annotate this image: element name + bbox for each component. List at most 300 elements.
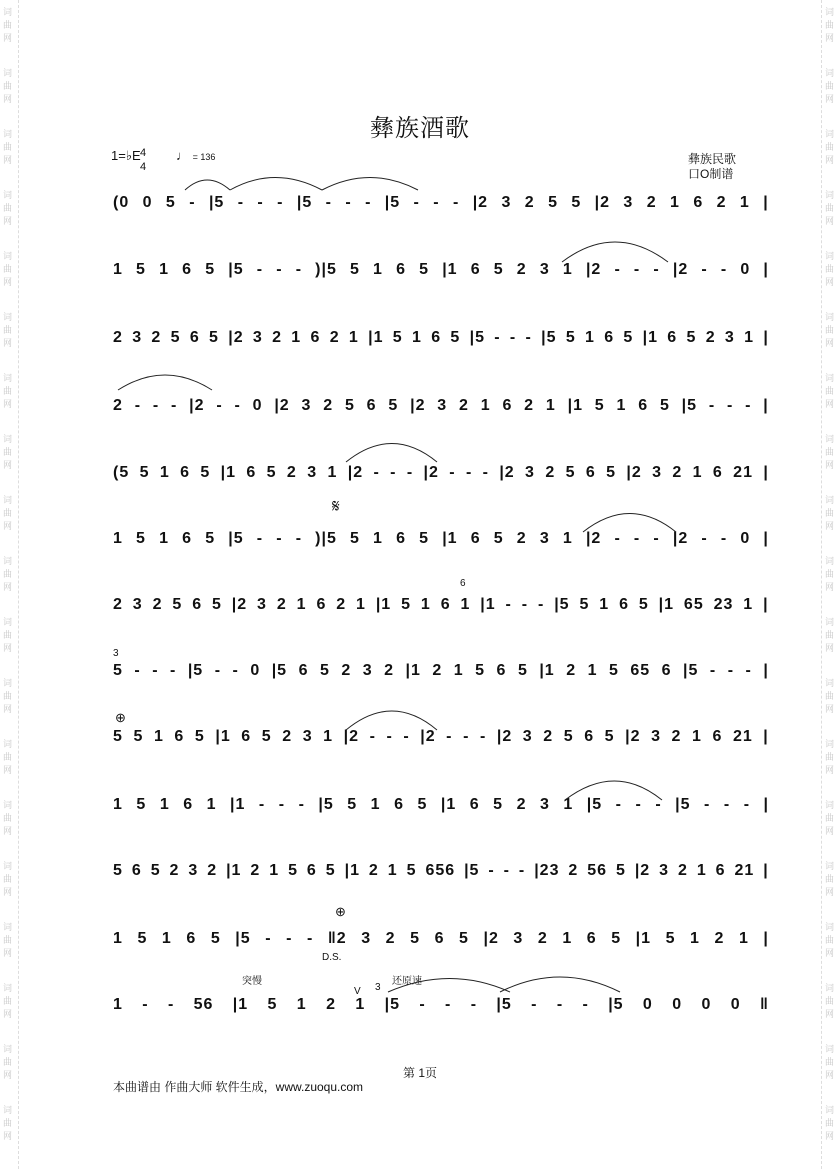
watermark-glyph: 曲: [3, 875, 13, 885]
note-token: 5: [344, 397, 355, 414]
staff-line: [113, 924, 769, 954]
note-token: -: [189, 194, 196, 211]
note-token: |2: [496, 728, 513, 745]
note-token: 6: [431, 329, 442, 346]
note-token: 1: [373, 261, 383, 278]
watermark-glyph: 网: [825, 583, 835, 593]
note-token: 3: [623, 194, 634, 211]
meter-top: 4: [140, 147, 147, 159]
note-token: |1: [405, 662, 421, 679]
note-token: 2: [671, 728, 682, 745]
watermark-glyph: 词: [825, 801, 835, 811]
note-token: |2: [499, 464, 515, 481]
note-token: 2: [326, 996, 336, 1013]
staff-notes: [113, 255, 769, 285]
note-token: |: [763, 194, 769, 211]
note-token: |5: [586, 796, 603, 813]
staff-notes: [113, 391, 769, 421]
note-token: 5: [150, 862, 161, 879]
note-token: 0: [740, 261, 751, 278]
note-token: -: [463, 728, 470, 745]
note-token: 1: [373, 530, 383, 547]
tempo-mark: [176, 148, 215, 163]
note-token: |1: [230, 796, 246, 813]
watermark-glyph: 曲: [825, 82, 835, 92]
note-token: 1: [670, 194, 680, 211]
note-token: -: [509, 329, 517, 346]
note-token: 6: [310, 329, 321, 346]
note-token: |5: [208, 194, 225, 211]
note-token: 5: [205, 530, 216, 547]
note-token: -: [413, 194, 420, 211]
watermark-glyph: 网: [3, 949, 13, 959]
note-token: -: [709, 662, 717, 679]
note-token: 6: [470, 530, 481, 547]
watermark-glyph: 曲: [825, 1119, 835, 1129]
note-token: -: [134, 662, 141, 679]
note-token: 5: [665, 930, 676, 947]
note-token: -: [365, 194, 372, 211]
watermark-glyph: 词: [3, 679, 13, 689]
note-token: 1: [692, 728, 702, 745]
note-token: 6: [306, 862, 317, 879]
watermark-glyph: 网: [3, 156, 13, 166]
watermark-glyph: 词: [3, 1106, 13, 1116]
note-token: 2: [537, 930, 548, 947]
note-token: |1: [442, 530, 458, 547]
note-token: 6: [470, 261, 481, 278]
note-token: 3: [522, 728, 533, 745]
note-token: 5: [548, 194, 558, 211]
note-token: -: [152, 662, 159, 679]
note-token: 6: [192, 596, 203, 613]
note-token: 56: [193, 996, 214, 1013]
note-token: |5: [681, 397, 698, 414]
watermark-glyph: 网: [825, 705, 835, 715]
note-token: 2: [432, 662, 443, 679]
note-token: |5: [683, 662, 699, 679]
watermark-glyph: 词: [825, 740, 835, 750]
watermark-glyph: 词: [825, 435, 835, 445]
note-token: -: [727, 662, 735, 679]
note-token: -: [614, 530, 621, 547]
watermark-glyph: 曲: [3, 1058, 13, 1068]
watermark-glyph: 曲: [825, 814, 835, 824]
quarter-note-icon: ♩: [176, 148, 189, 163]
note-token: 3: [301, 397, 312, 414]
left-watermark-strip: [0, 0, 19, 1169]
note-token: |2: [228, 329, 244, 346]
note-token: -: [701, 261, 708, 278]
note-token: -: [582, 996, 589, 1013]
segno-icon: 𝄋: [332, 496, 340, 516]
note-token: -: [142, 996, 149, 1013]
note-token: 3: [659, 862, 670, 879]
note-token: -: [525, 329, 532, 346]
note-token: |1: [375, 596, 392, 613]
note-token: 0: [642, 996, 653, 1013]
note-token: 5: [401, 596, 411, 613]
tempo-value: = 136: [192, 152, 216, 162]
staff-line: [113, 323, 769, 353]
note-token: 5: [686, 329, 697, 346]
note-token: -: [234, 397, 241, 414]
note-token: |1: [658, 596, 675, 613]
note-token: -: [479, 728, 487, 745]
note-token: |5: [296, 194, 313, 211]
note-token: 6: [585, 464, 596, 481]
staff-notes: [113, 990, 769, 1020]
a-tempo-mark: 还原速: [392, 976, 422, 987]
note-token: 1: [113, 796, 123, 813]
note-token: 6: [180, 464, 191, 481]
note-token: 6: [298, 662, 309, 679]
key-signature: 1=♭E: [111, 148, 141, 163]
note-token: |5: [554, 596, 570, 613]
note-token: -: [449, 464, 456, 481]
note-token: 5: [388, 397, 399, 414]
note-token: -: [306, 930, 314, 947]
note-token: 6: [396, 530, 406, 547]
note-token: 2: [336, 596, 347, 613]
note-token: 5: [133, 728, 144, 745]
note-token: 5: [608, 662, 619, 679]
note-token: -: [276, 261, 283, 278]
note-token: 1: [562, 261, 573, 278]
note-token: 0: [730, 996, 741, 1013]
note-token: 2: [646, 194, 657, 211]
note-token: 5: [419, 261, 430, 278]
note-token: 1: [743, 596, 754, 613]
note-token: -: [298, 796, 305, 813]
note-token: 2: [516, 530, 527, 547]
note-token: 1: [585, 329, 595, 346]
note-token: 6: [712, 728, 723, 745]
note-token: 2: [272, 329, 282, 346]
note-token: 5: [288, 862, 298, 879]
note-token: -: [503, 862, 510, 879]
note-token: 1: [599, 596, 610, 613]
note-token: 2: [459, 397, 469, 414]
watermark-glyph: 网: [825, 522, 835, 532]
note-token: -: [465, 464, 473, 481]
note-token: |2: [472, 194, 489, 211]
note-token: 1: [562, 930, 573, 947]
note-token: 2: [151, 329, 162, 346]
note-token: 3: [539, 530, 550, 547]
note-token: |1: [220, 464, 237, 481]
note-token: 2: [677, 862, 688, 879]
watermark-glyph: 曲: [825, 936, 835, 946]
watermark-glyph: 词: [3, 435, 13, 445]
note-token: |: [763, 464, 769, 481]
note-token: 3: [252, 329, 263, 346]
note-token: |2: [189, 397, 205, 414]
note-token: 1: [692, 464, 703, 481]
watermark-glyph: 曲: [825, 875, 835, 885]
note-token: 2: [207, 862, 218, 879]
song-title: 彝族酒歌: [370, 114, 470, 142]
watermark-glyph: 词: [825, 862, 835, 872]
note-token: -: [216, 397, 223, 414]
staff-line: [113, 722, 769, 752]
note-token: 3: [724, 329, 735, 346]
note-token: 5: [493, 261, 504, 278]
watermark-glyph: 曲: [825, 509, 835, 519]
note-token: 2: [714, 930, 725, 947]
watermark-glyph: 曲: [825, 21, 835, 31]
note-token: 6: [661, 662, 672, 679]
note-token: 2: [323, 397, 334, 414]
note-token: )|5: [315, 261, 337, 278]
note-token: -: [214, 662, 222, 679]
note-token: 2: [276, 596, 287, 613]
note-token: 21: [734, 862, 755, 879]
note-token: 0: [142, 194, 153, 211]
watermark-glyph: 词: [825, 984, 835, 994]
watermark-glyph: 词: [825, 1045, 835, 1055]
note-token: -: [276, 530, 283, 547]
watermark-glyph: 网: [825, 949, 835, 959]
ritardando-mark: 突慢: [242, 976, 262, 987]
note-token: 1: [113, 930, 123, 947]
watermark-glyph: 曲: [825, 631, 835, 641]
note-token: |1: [567, 397, 583, 414]
watermark-glyph: 词: [3, 313, 13, 323]
note-token: 3: [188, 862, 199, 879]
watermark-glyph: 词: [3, 191, 13, 201]
staff-notes: [113, 323, 769, 353]
note-token: 5: [406, 862, 417, 879]
note-token: 2: [329, 329, 340, 346]
watermark-glyph: 网: [3, 583, 13, 593]
note-token: -: [720, 530, 728, 547]
note-token: |: [763, 596, 769, 613]
note-token: 5: [200, 464, 211, 481]
note-token: -: [232, 662, 239, 679]
watermark-glyph: 网: [3, 827, 13, 837]
note-token: 1: [387, 862, 398, 879]
note-token: |: [763, 329, 769, 346]
ds-mark: D.S.: [322, 952, 342, 963]
note-token: |2: [343, 728, 359, 745]
note-token: -: [615, 796, 622, 813]
note-token: 6: [131, 862, 142, 879]
note-token: |2: [483, 930, 499, 947]
note-token: 5: [267, 996, 278, 1013]
watermark-glyph: 网: [825, 461, 835, 471]
note-token: 1: [453, 662, 464, 679]
note-token: -: [743, 796, 751, 813]
note-token: 5: [137, 930, 148, 947]
note-token: -: [256, 530, 264, 547]
arranger-label: 口O制谱: [688, 167, 734, 181]
note-token: 6: [316, 596, 327, 613]
watermark-glyph: 网: [3, 34, 13, 44]
note-token: 5: [571, 194, 582, 211]
note-token: -: [403, 728, 410, 745]
note-token: -: [295, 261, 303, 278]
note-token: |5: [228, 261, 244, 278]
note-token: 2: [250, 862, 261, 879]
note-token: 6: [667, 329, 678, 346]
slur: [118, 375, 212, 390]
note-token: 0: [252, 397, 263, 414]
watermark-glyph: 曲: [825, 143, 835, 153]
note-token: 1: [159, 530, 169, 547]
note-token: -: [386, 728, 393, 745]
note-token: 3: [307, 464, 318, 481]
staff-notes: [113, 924, 769, 954]
watermark-glyph: 词: [825, 618, 835, 628]
note-token: |5: [464, 862, 480, 879]
staff-notes: [113, 790, 769, 820]
note-token: 5: [475, 662, 486, 679]
genre-label: 彝族民歌: [688, 152, 737, 166]
staff-notes: [113, 590, 769, 620]
staff-notes: [113, 656, 769, 686]
watermark-glyph: 词: [3, 618, 13, 628]
note-token: 5: [410, 930, 421, 947]
note-token: 5: [170, 329, 181, 346]
staff-line: [113, 856, 769, 886]
note-token: 5: [623, 329, 634, 346]
note-token: 1: [113, 996, 123, 1013]
note-token: 2: [672, 464, 683, 481]
note-token: |: [763, 930, 769, 947]
staff-line: [113, 255, 769, 285]
note-token: 6: [241, 728, 252, 745]
staff-line: [113, 391, 769, 421]
note-token: |5: [228, 530, 244, 547]
watermark-glyph: 曲: [825, 326, 835, 336]
staff-notes: [113, 856, 769, 886]
note-token: 3: [651, 728, 661, 745]
note-token: -: [406, 464, 414, 481]
note-token: 2: [545, 464, 556, 481]
note-token: -: [278, 796, 286, 813]
note-token: 2: [524, 194, 535, 211]
watermark-glyph: 曲: [3, 448, 13, 458]
note-token: -: [635, 796, 642, 813]
note-token: 3: [437, 397, 448, 414]
watermark-glyph: 曲: [825, 753, 835, 763]
watermark-glyph: 曲: [3, 692, 13, 702]
note-token: -: [745, 662, 752, 679]
watermark-glyph: 网: [3, 888, 13, 898]
note-token: 5: [659, 397, 670, 414]
note-token: 3: [257, 596, 267, 613]
note-token: |2: [274, 397, 290, 414]
watermark-glyph: 曲: [825, 265, 835, 275]
staff-line: [113, 790, 769, 820]
note-token: |23: [534, 862, 560, 879]
watermark-glyph: 词: [825, 8, 835, 18]
watermark-glyph: 词: [825, 374, 835, 384]
note-token: -: [171, 397, 178, 414]
note-token: 1: [420, 596, 431, 613]
note-token: 0: [672, 996, 683, 1013]
note-token: -: [556, 996, 564, 1013]
note-token: 5: [319, 662, 330, 679]
note-token: 23: [713, 596, 734, 613]
note-token: 5: [350, 261, 360, 278]
note-token: 65: [630, 662, 651, 679]
note-token: -: [745, 397, 752, 414]
watermark-glyph: 词: [3, 862, 13, 872]
note-token: -: [723, 796, 731, 813]
note-token: 5: [165, 194, 176, 211]
watermark-glyph: 词: [3, 69, 13, 79]
watermark-glyph: 曲: [3, 509, 13, 519]
watermark-glyph: 网: [3, 217, 13, 227]
note-token: |5: [384, 996, 400, 1013]
watermark-glyph: 词: [825, 1106, 835, 1116]
note-token: |5: [469, 329, 485, 346]
note-token: 2: [568, 862, 579, 879]
note-token: 2: [169, 862, 180, 879]
note-token: 6: [715, 862, 726, 879]
note-token: |1: [480, 596, 496, 613]
note-token: |5: [235, 930, 251, 947]
note-token: -: [369, 728, 376, 745]
note-token: 5: [113, 862, 123, 879]
note-token: 3: [302, 728, 313, 745]
staff-line: [113, 990, 769, 1020]
note-token: -: [727, 397, 734, 414]
note-token: 1: [356, 596, 366, 613]
breath-mark: V: [354, 986, 361, 997]
note-token: |5: [271, 662, 288, 679]
note-token: 21: [732, 728, 753, 745]
note-token: 1: [587, 662, 598, 679]
note-token: -: [419, 996, 426, 1013]
note-token: 3: [361, 930, 372, 947]
note-token: |2: [625, 728, 641, 745]
watermark-glyph: 曲: [3, 387, 13, 397]
watermark-glyph: 网: [3, 95, 13, 105]
note-token: |5: [608, 996, 624, 1013]
watermark-glyph: 网: [825, 339, 835, 349]
watermark-glyph: 词: [825, 191, 835, 201]
note-token: -: [265, 930, 272, 947]
watermark-glyph: 网: [3, 1010, 13, 1020]
note-token: -: [521, 596, 529, 613]
watermark-glyph: 网: [825, 1071, 835, 1081]
note-token: |2: [347, 464, 364, 481]
watermark-glyph: 曲: [3, 631, 13, 641]
note-token: 2: [516, 796, 527, 813]
watermark-glyph: 曲: [3, 753, 13, 763]
note-token: 5: [459, 930, 469, 947]
note-token: 5: [172, 596, 183, 613]
note-token: -: [482, 464, 489, 481]
note-token: 6: [586, 930, 597, 947]
note-token: 1: [616, 397, 627, 414]
watermark-glyph: 曲: [825, 692, 835, 702]
note-token: -: [237, 194, 245, 211]
watermark-glyph: 词: [3, 130, 13, 140]
watermark-glyph: 曲: [3, 997, 13, 1007]
staff-notes: [113, 524, 769, 554]
note-token: 1: [739, 194, 750, 211]
note-token: -: [167, 996, 175, 1013]
note-token: 6: [183, 796, 194, 813]
note-token: 6: [469, 796, 480, 813]
note-token: |: [763, 397, 769, 414]
note-token: 1: [460, 596, 471, 613]
meter-bottom: 4: [140, 161, 147, 173]
